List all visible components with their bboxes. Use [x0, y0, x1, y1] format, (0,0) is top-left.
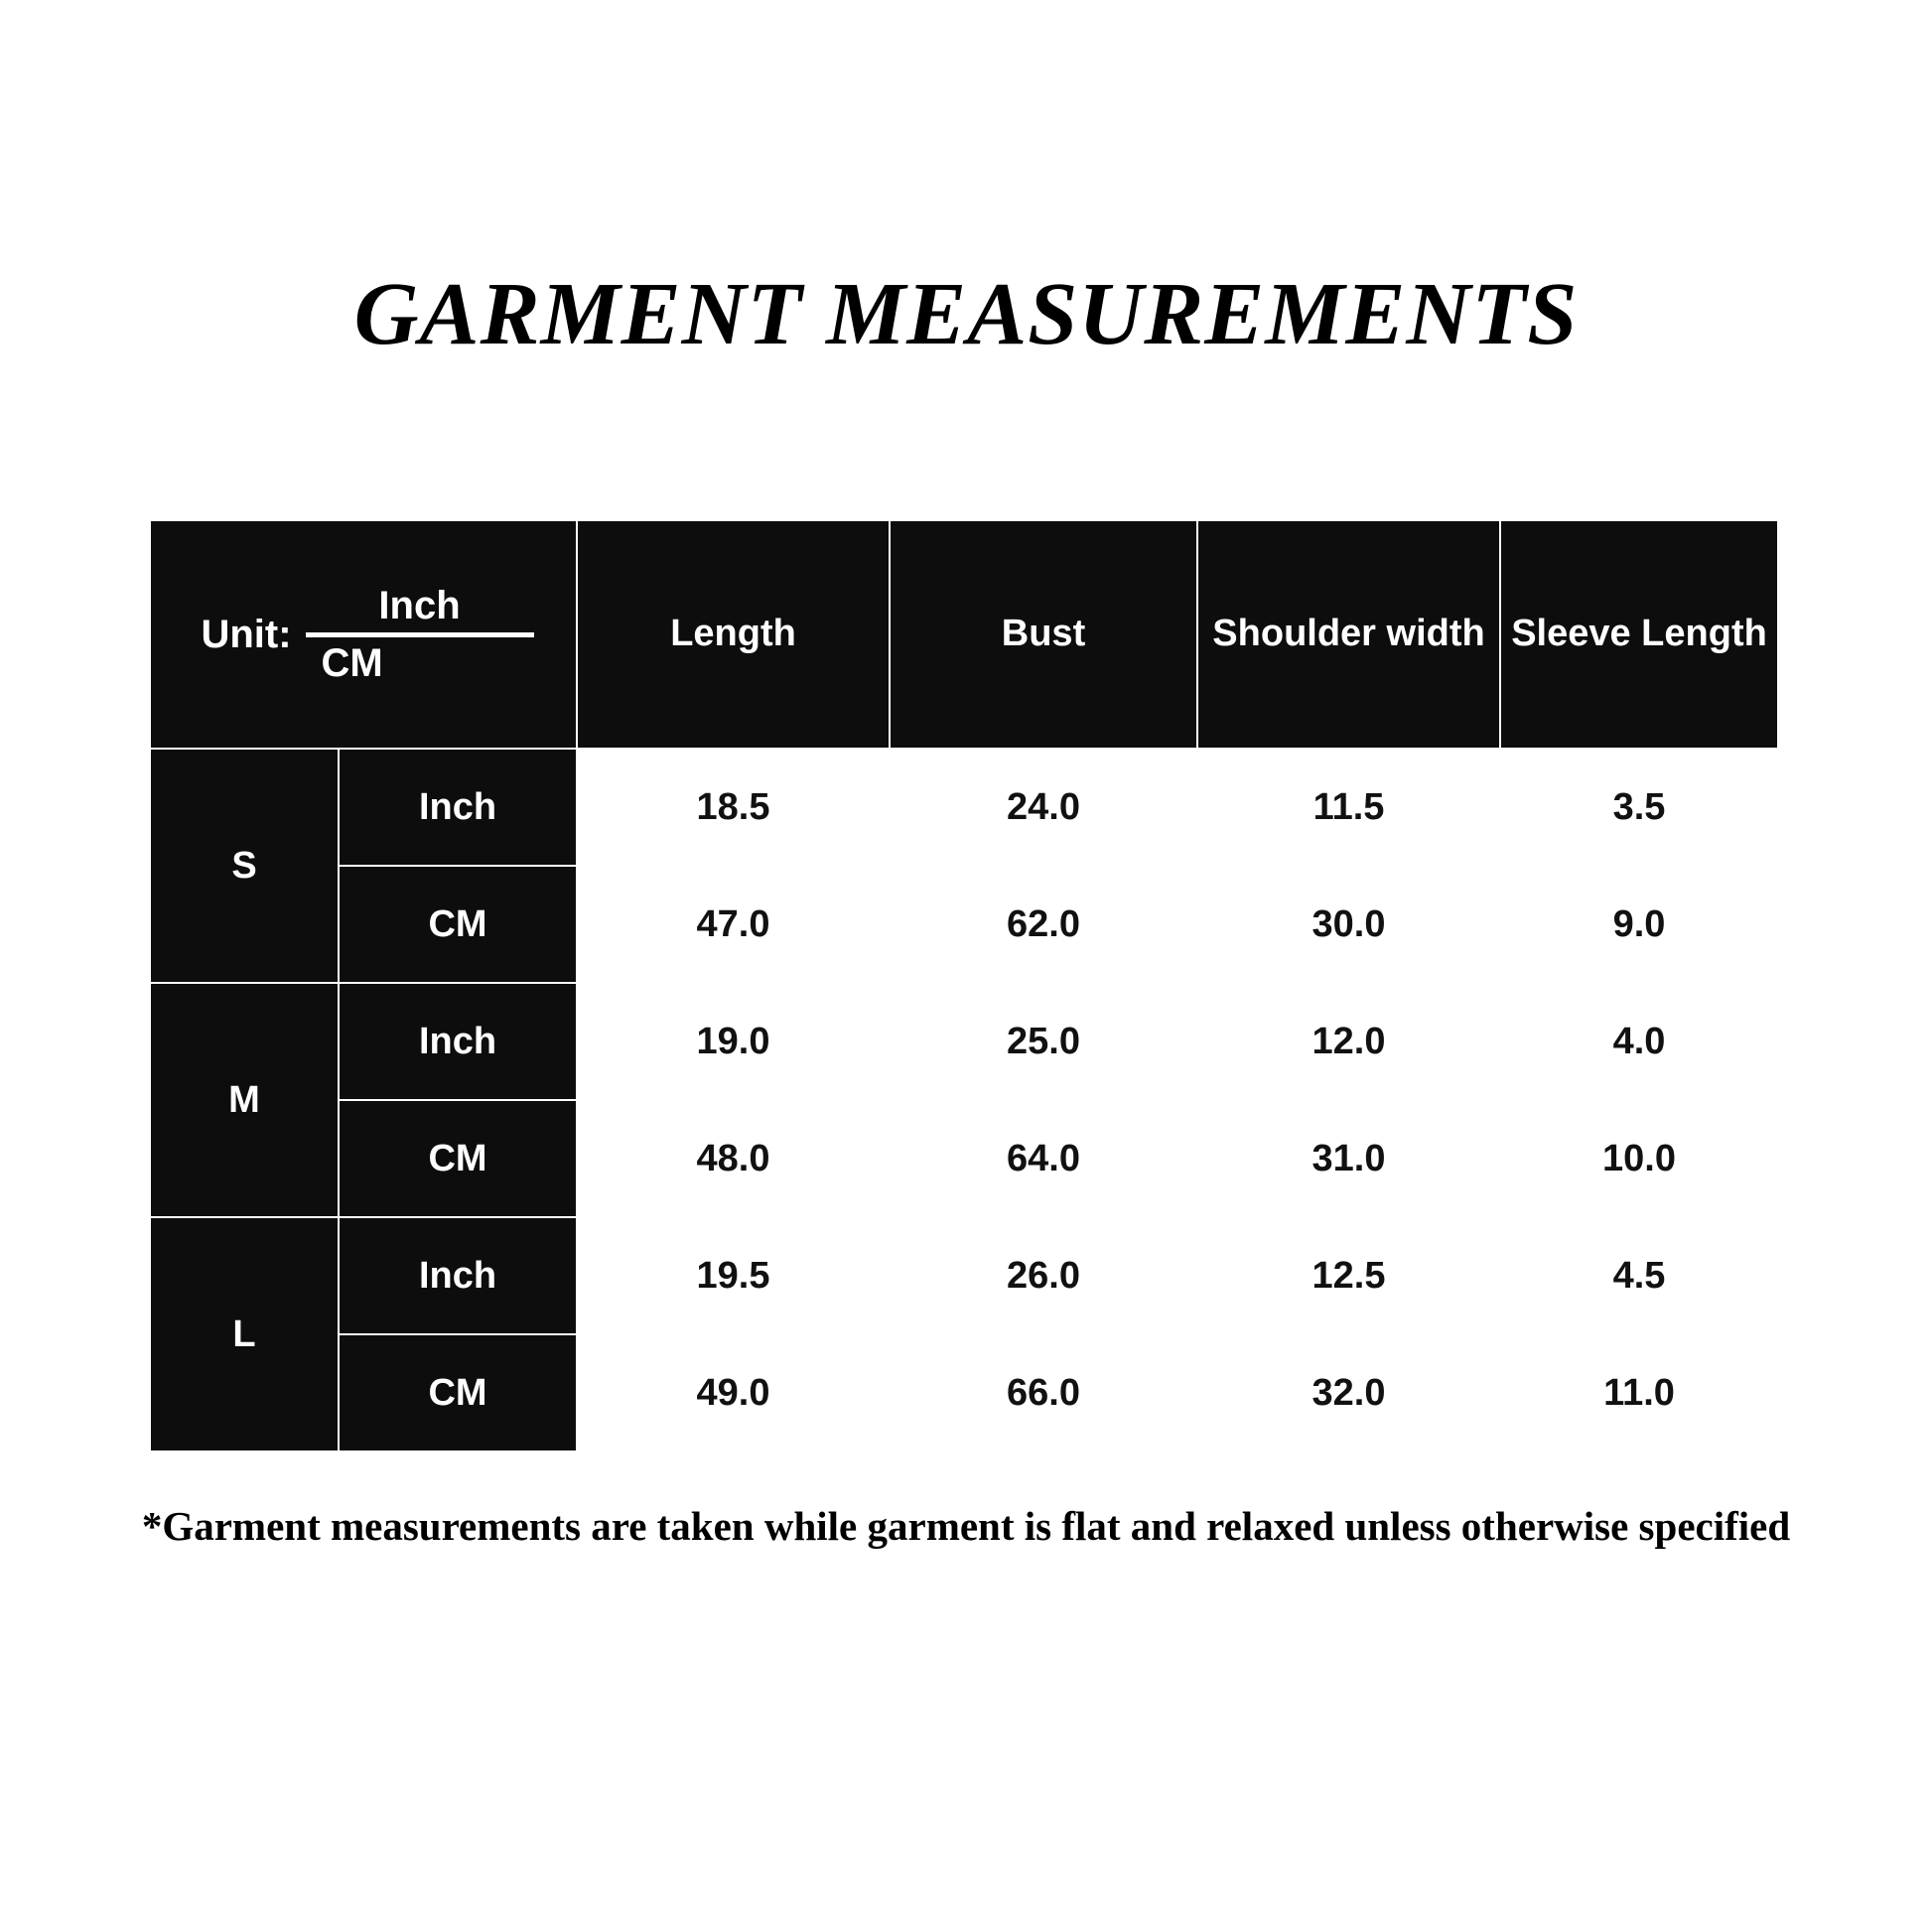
measurements-table-wrapper: [149, 519, 1777, 1452]
column-header-bust: Bust: [890, 520, 1197, 749]
value-cell: 3.5: [1500, 749, 1778, 866]
value-cell: 4.5: [1500, 1217, 1778, 1334]
value-cell: 19.5: [577, 1217, 890, 1334]
value-cell: 19.0: [577, 983, 890, 1100]
value-cell: 30.0: [1197, 866, 1500, 983]
value-cell: 10.0: [1500, 1100, 1778, 1217]
unit-fraction: [306, 584, 534, 686]
table-row: [150, 1217, 1778, 1334]
value-cell: 11.5: [1197, 749, 1500, 866]
value-cell: 12.0: [1197, 983, 1500, 1100]
page-title: GARMENT MEASUREMENTS: [353, 265, 1579, 363]
table-row: [150, 1100, 1778, 1217]
column-header-sleeve: Sleeve Length: [1500, 520, 1778, 749]
column-header-length: Length: [577, 520, 890, 749]
unit-cell: CM: [339, 866, 577, 983]
table-row: [150, 983, 1778, 1100]
table-header-row: [150, 520, 1778, 749]
size-cell-l: L: [150, 1217, 339, 1451]
unit-cell: CM: [339, 1100, 577, 1217]
value-cell: 32.0: [1197, 1334, 1500, 1451]
footnote-text: *Garment measurements are taken while garment is flat and relaxed unless otherwise specified: [141, 1503, 1791, 1549]
unit-cell: CM: [339, 1334, 577, 1451]
unit-cell: Inch: [339, 1217, 577, 1334]
table-row: [150, 749, 1778, 866]
value-cell: 64.0: [890, 1100, 1197, 1217]
unit-label: Unit:: [201, 612, 292, 656]
value-cell: 26.0: [890, 1217, 1197, 1334]
value-cell: 18.5: [577, 749, 890, 866]
size-cell-s: S: [150, 749, 339, 983]
value-cell: 31.0: [1197, 1100, 1500, 1217]
value-cell: 62.0: [890, 866, 1197, 983]
value-cell: 24.0: [890, 749, 1197, 866]
value-cell: 48.0: [577, 1100, 890, 1217]
unit-header-cell: [150, 520, 577, 749]
value-cell: 9.0: [1500, 866, 1778, 983]
unit-denominator: CM: [321, 640, 383, 685]
column-header-shoulder: Shoulder width: [1197, 520, 1500, 749]
value-cell: 4.0: [1500, 983, 1778, 1100]
unit-numerator: Inch: [378, 583, 461, 627]
unit-cell: Inch: [339, 983, 577, 1100]
size-cell-m: M: [150, 983, 339, 1217]
value-cell: 11.0: [1500, 1334, 1778, 1451]
value-cell: 12.5: [1197, 1217, 1500, 1334]
value-cell: 66.0: [890, 1334, 1197, 1451]
table-row: [150, 1334, 1778, 1451]
measurements-table: [149, 519, 1779, 1452]
value-cell: 47.0: [577, 866, 890, 983]
value-cell: 49.0: [577, 1334, 890, 1451]
unit-cell: Inch: [339, 749, 577, 866]
table-row: [150, 866, 1778, 983]
value-cell: 25.0: [890, 983, 1197, 1100]
